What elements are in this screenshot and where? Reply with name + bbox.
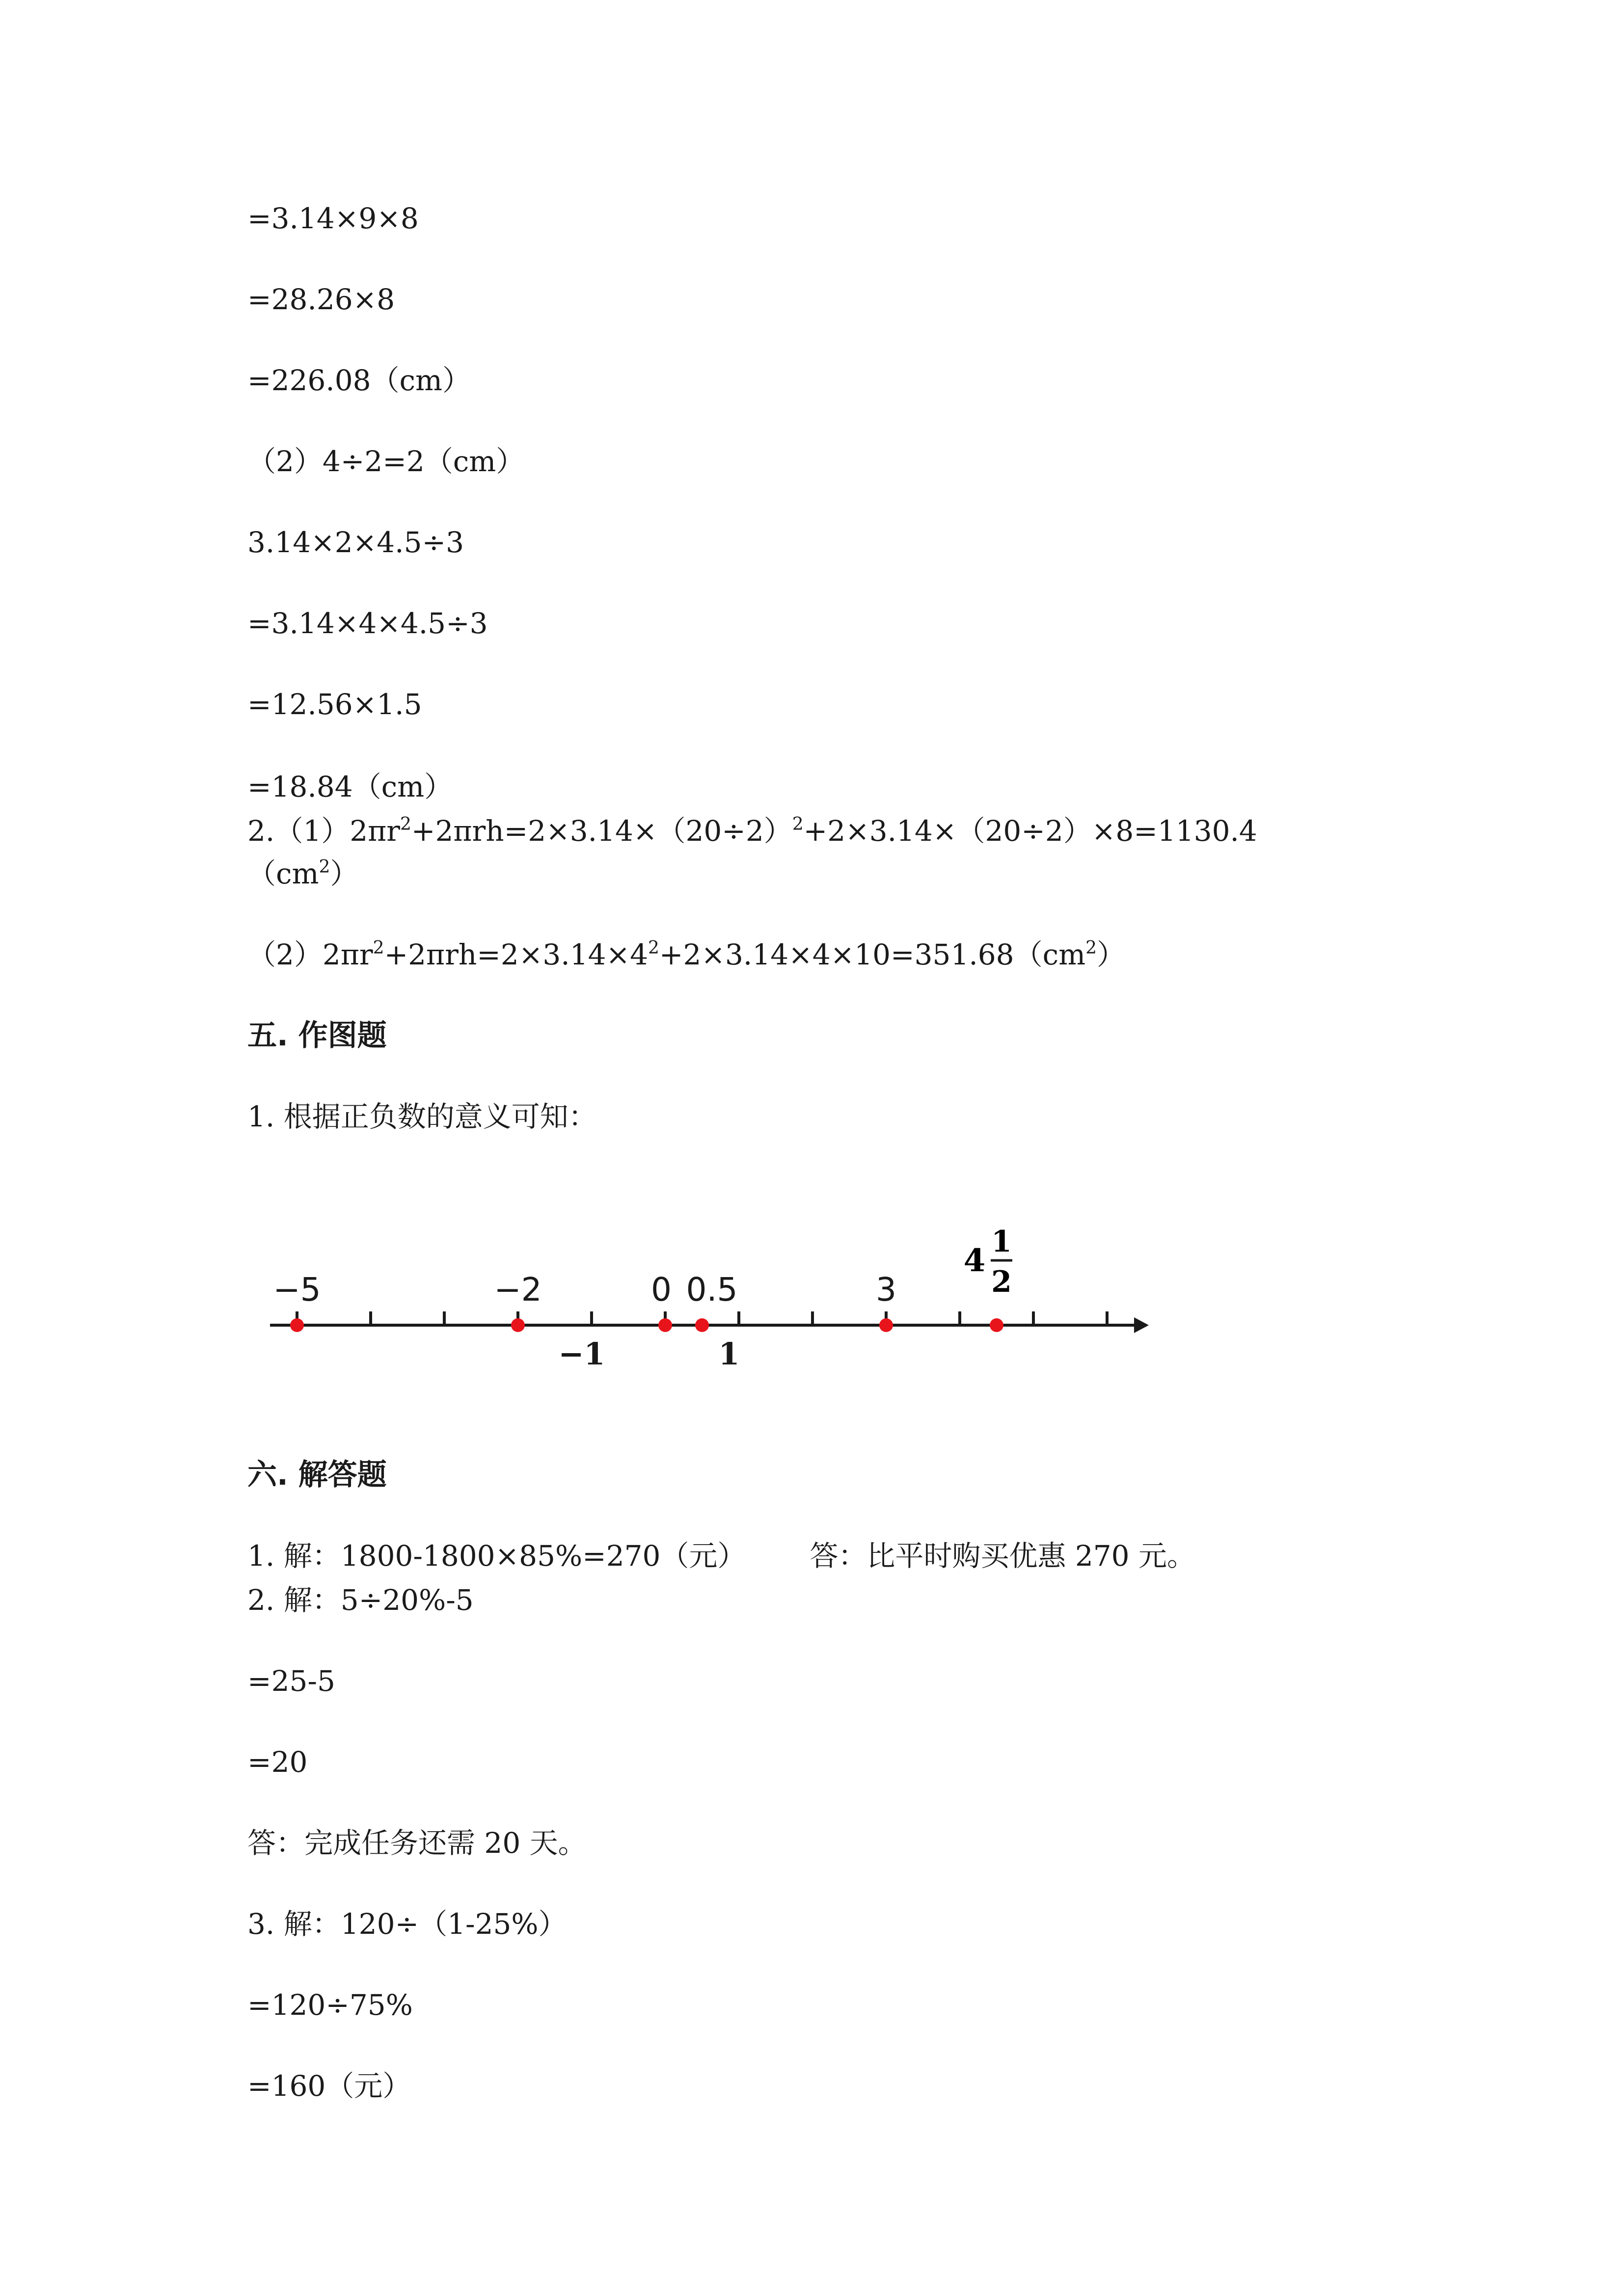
- answer-line: 1. 解：1800-1800×85%=270（元） 答：比平时购买优惠 270 元。: [247, 1539, 1195, 1573]
- marked-point: [695, 1318, 709, 1332]
- fraction-denominator: 2: [991, 1265, 1012, 1299]
- calc-line: =3.14×4×4.5÷3: [247, 607, 488, 640]
- q2-part2-line: $(2)2\pi r^2+2\pi rh=2\times 3.14\times 4^2+2\times 3.14\times 4\times 10=351.68(cm^2)$: [247, 938, 1125, 971]
- answer-line: =25-5: [247, 1664, 335, 1698]
- answer-line: 答：完成任务还需 20 天。: [247, 1826, 587, 1860]
- marked-point: [990, 1318, 1003, 1332]
- marked-point: [511, 1318, 525, 1332]
- section-heading: 六. 解答题: [247, 1458, 387, 1492]
- section5-item: 1. 根据正负数的意义可知：: [247, 1100, 597, 1133]
- q2-part1-line: $2.(1)2\pi r^2+2\pi rh=2\times 3.14\times(20\div 2)^2+2\times 3.14\times(20\div 2)\times 8=1130.4$: [247, 814, 1257, 848]
- q2-part1-unit: $(cm^2)$: [247, 857, 359, 890]
- section-heading: 五. 作图题: [247, 1018, 387, 1053]
- axis-arrow-icon: [1134, 1317, 1149, 1333]
- calc-line: =18.84（cm）: [247, 770, 453, 803]
- answer-line: =20: [247, 1745, 308, 1779]
- marked-point: [879, 1318, 893, 1332]
- answer-line: 2. 解：5÷20%-5: [247, 1583, 474, 1617]
- answer-line: =120÷75%: [247, 1988, 413, 2022]
- below-label: 1: [718, 1336, 740, 1372]
- point-label: 0: [651, 1271, 672, 1308]
- calc-line: =3.14×9×8: [247, 202, 419, 235]
- fraction-label: [964, 1225, 1012, 1299]
- point-label: 0.5: [686, 1271, 738, 1308]
- marked-point: [658, 1318, 672, 1332]
- fraction-numerator: 1: [991, 1225, 1012, 1259]
- calc-line: =12.56×1.5: [247, 688, 422, 721]
- fraction-whole: 4: [963, 1242, 986, 1279]
- below-label: −1: [558, 1336, 605, 1372]
- calc-line: （2）4÷2=2（cm）: [247, 445, 525, 478]
- answer-line: 3. 解：120÷（1-25%）: [247, 1907, 567, 1941]
- calc-line: =28.26×8: [247, 283, 395, 316]
- marked-point: [290, 1318, 304, 1332]
- number-line-figure: [255, 1217, 1188, 1384]
- point-label: −5: [273, 1271, 321, 1308]
- calc-line: 3.14×2×4.5÷3: [247, 526, 464, 559]
- calc-line: =226.08（cm）: [247, 364, 471, 397]
- point-label: −2: [494, 1271, 542, 1308]
- point-label: 3: [876, 1271, 896, 1308]
- answer-line: =160（元）: [247, 2069, 411, 2103]
